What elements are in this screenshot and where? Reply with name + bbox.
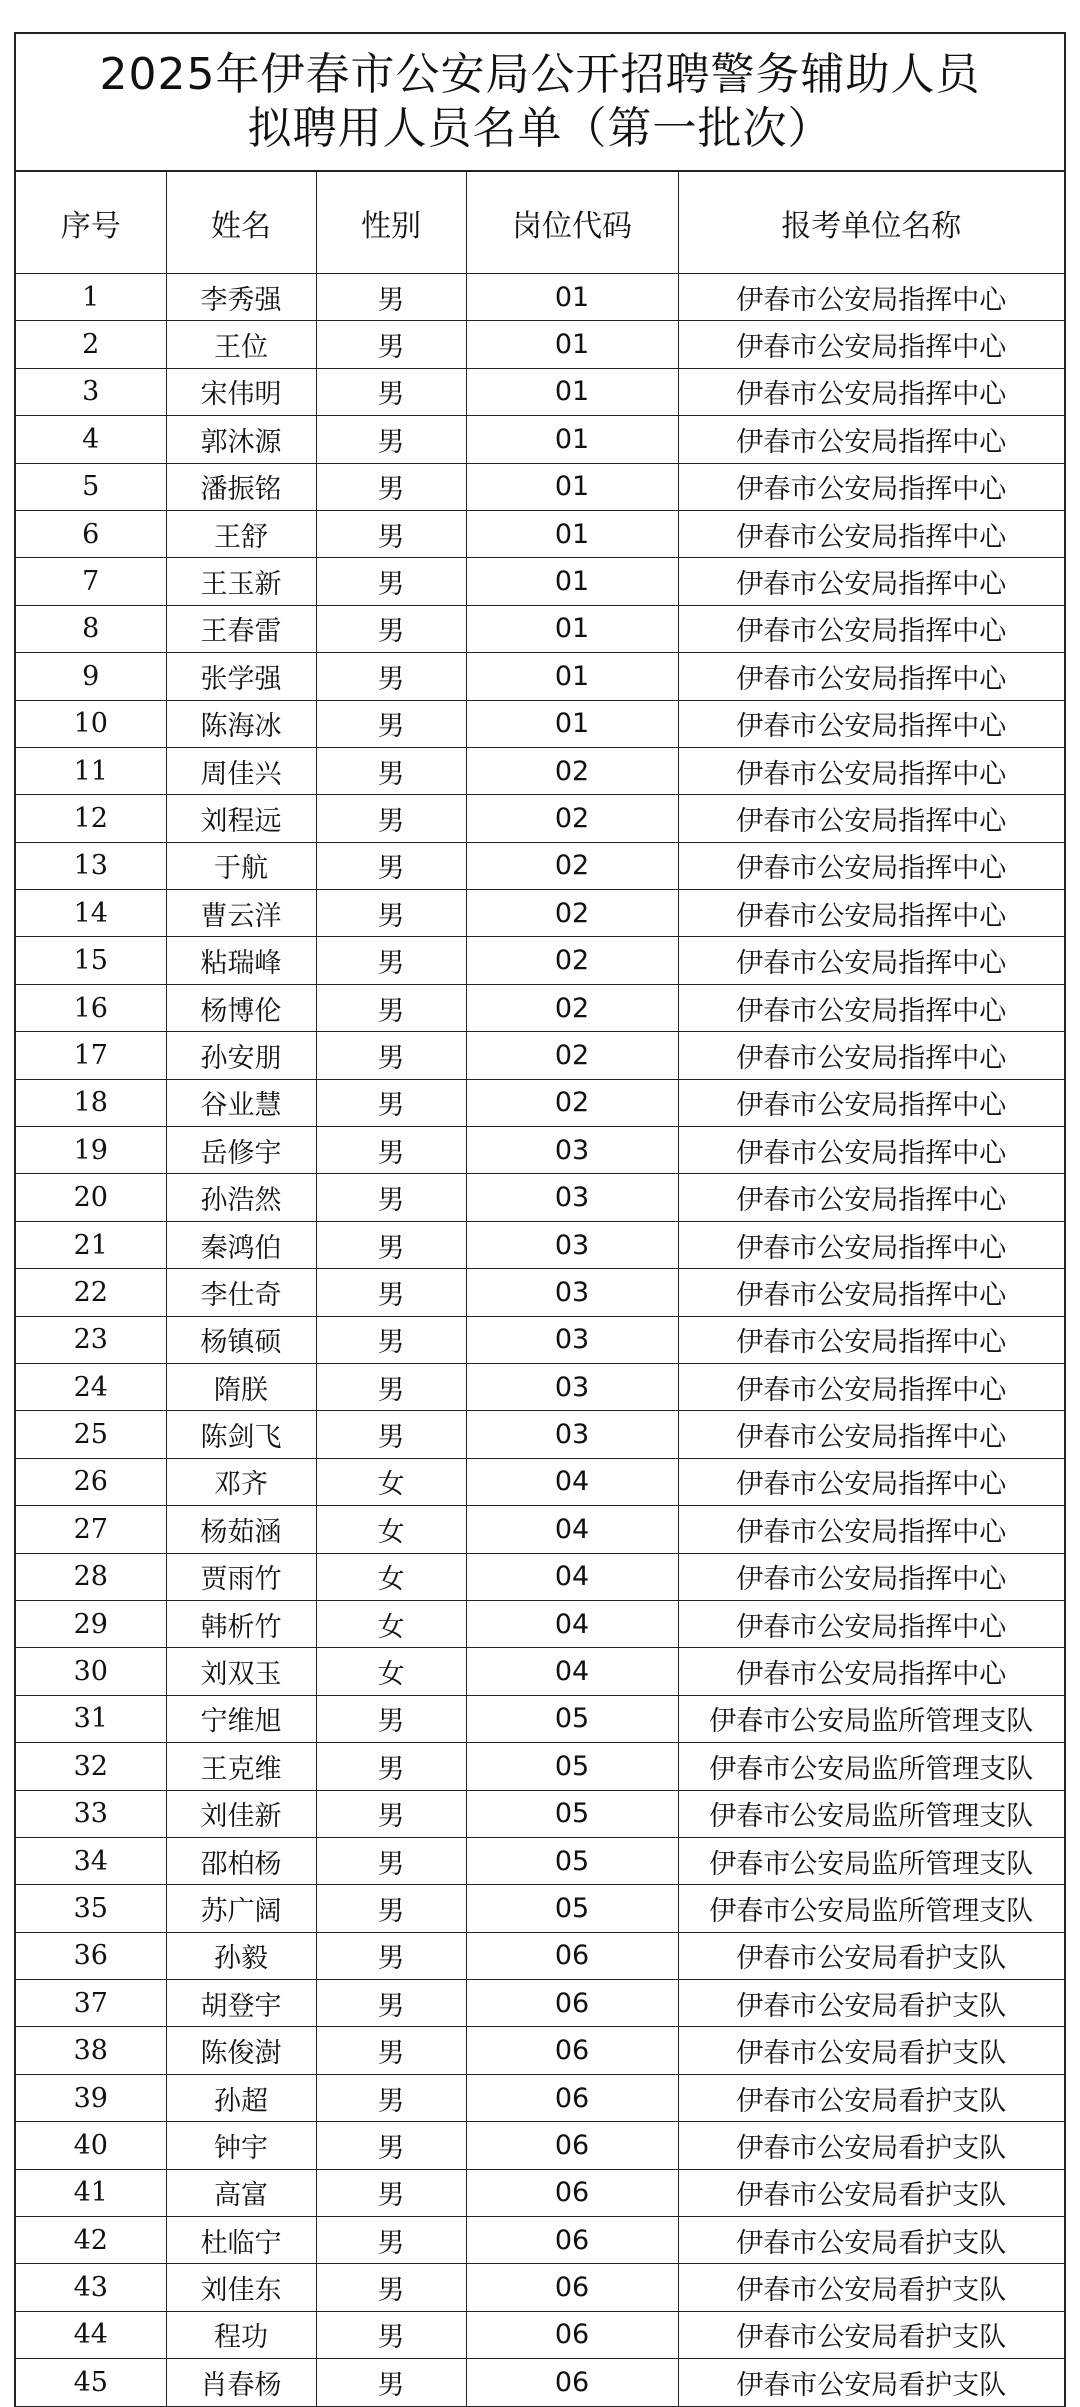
table-header: [16, 172, 1064, 274]
position-code-cell: 02: [466, 747, 678, 794]
gender-cell: 男: [316, 1269, 466, 1316]
serial-number-cell: 28: [16, 1553, 166, 1600]
unit-name-cell: 伊春市公安局看护支队: [678, 2169, 1064, 2216]
name-cell: 潘振铭: [166, 463, 316, 510]
unit-name-cell: 伊春市公安局监所管理支队: [678, 1837, 1064, 1884]
position-code-cell: 05: [466, 1790, 678, 1837]
unit-name-cell: 伊春市公安局指挥中心: [678, 1506, 1064, 1553]
position-code-cell: 03: [466, 1411, 678, 1458]
position-code-cell: 03: [466, 1363, 678, 1410]
unit-name-cell: 伊春市公安局指挥中心: [678, 653, 1064, 700]
name-cell: 谷业慧: [166, 1079, 316, 1126]
table-row: [16, 795, 1064, 842]
position-code-cell: 01: [466, 510, 678, 557]
gender-cell: 男: [316, 1411, 466, 1458]
document-sheet: [14, 32, 1066, 2407]
position-code-cell: 06: [466, 2074, 678, 2121]
table-row: [16, 1079, 1064, 1126]
unit-name-cell: 伊春市公安局指挥中心: [678, 1079, 1064, 1126]
table-row: [16, 463, 1064, 510]
position-code-cell: 02: [466, 890, 678, 937]
position-code-cell: 02: [466, 937, 678, 984]
name-cell: 胡登宇: [166, 1980, 316, 2027]
name-cell: 郭沐源: [166, 416, 316, 463]
name-cell: 刘佳新: [166, 1790, 316, 1837]
name-cell: 邵柏杨: [166, 1837, 316, 1884]
name-cell: 李秀强: [166, 274, 316, 321]
gender-cell: 男: [316, 2359, 466, 2406]
position-code-cell: 02: [466, 1032, 678, 1079]
serial-number-cell: 31: [16, 1695, 166, 1742]
serial-number-cell: 16: [16, 984, 166, 1031]
serial-number-cell: 36: [16, 1932, 166, 1979]
position-code-cell: 01: [466, 605, 678, 652]
position-code-cell: 03: [466, 1221, 678, 1268]
serial-number-cell: 11: [16, 747, 166, 794]
name-cell: 杨博伦: [166, 984, 316, 1031]
unit-name-cell: 伊春市公安局指挥中心: [678, 510, 1064, 557]
serial-number-cell: 21: [16, 1221, 166, 1268]
serial-number-cell: 18: [16, 1079, 166, 1126]
serial-number-cell: 8: [16, 605, 166, 652]
title-line-2: 拟聘用人员名单（第一批次）: [247, 103, 833, 154]
serial-number-cell: 6: [16, 510, 166, 557]
table-row: [16, 2359, 1064, 2406]
header-name: 姓名: [166, 172, 316, 274]
table-row: [16, 1648, 1064, 1695]
name-cell: 贾雨竹: [166, 1553, 316, 1600]
gender-cell: 男: [316, 1932, 466, 1979]
unit-name-cell: 伊春市公安局指挥中心: [678, 416, 1064, 463]
unit-name-cell: 伊春市公安局指挥中心: [678, 558, 1064, 605]
table-row: [16, 1269, 1064, 1316]
unit-name-cell: 伊春市公安局监所管理支队: [678, 1885, 1064, 1932]
unit-name-cell: 伊春市公安局看护支队: [678, 2122, 1064, 2169]
serial-number-cell: 30: [16, 1648, 166, 1695]
serial-number-cell: 33: [16, 1790, 166, 1837]
name-cell: 杨镇硕: [166, 1316, 316, 1363]
position-code-cell: 01: [466, 463, 678, 510]
position-code-cell: 01: [466, 558, 678, 605]
serial-number-cell: 12: [16, 795, 166, 842]
table-row: [16, 1316, 1064, 1363]
table-row: [16, 747, 1064, 794]
gender-cell: 男: [316, 463, 466, 510]
gender-cell: 男: [316, 2169, 466, 2216]
table-row: [16, 2122, 1064, 2169]
gender-cell: 男: [316, 558, 466, 605]
position-code-cell: 03: [466, 1316, 678, 1363]
name-cell: 岳修宇: [166, 1127, 316, 1174]
position-code-cell: 01: [466, 321, 678, 368]
name-cell: 张学强: [166, 653, 316, 700]
position-code-cell: 05: [466, 1837, 678, 1884]
position-code-cell: 01: [466, 700, 678, 747]
table-row: [16, 1743, 1064, 1790]
table-row: [16, 1932, 1064, 1979]
serial-number-cell: 43: [16, 2264, 166, 2311]
table-row: [16, 321, 1064, 368]
unit-name-cell: 伊春市公安局指挥中心: [678, 1127, 1064, 1174]
position-code-cell: 04: [466, 1600, 678, 1647]
table-row: [16, 1553, 1064, 1600]
gender-cell: 男: [316, 890, 466, 937]
unit-name-cell: 伊春市公安局指挥中心: [678, 274, 1064, 321]
serial-number-cell: 42: [16, 2217, 166, 2264]
table-row: [16, 2264, 1064, 2311]
position-code-cell: 03: [466, 1174, 678, 1221]
unit-name-cell: 伊春市公安局看护支队: [678, 2074, 1064, 2121]
name-cell: 刘程远: [166, 795, 316, 842]
position-code-cell: 02: [466, 984, 678, 1031]
table-row: [16, 1032, 1064, 1079]
name-cell: 王舒: [166, 510, 316, 557]
gender-cell: 男: [316, 1790, 466, 1837]
name-cell: 曹云洋: [166, 890, 316, 937]
position-code-cell: 02: [466, 795, 678, 842]
position-code-cell: 05: [466, 1695, 678, 1742]
position-code-cell: 06: [466, 2122, 678, 2169]
gender-cell: 男: [316, 937, 466, 984]
unit-name-cell: 伊春市公安局指挥中心: [678, 795, 1064, 842]
table-row: [16, 558, 1064, 605]
name-cell: 宋伟明: [166, 368, 316, 415]
position-code-cell: 05: [466, 1743, 678, 1790]
gender-cell: 男: [316, 1885, 466, 1932]
serial-number-cell: 19: [16, 1127, 166, 1174]
applicant-table: [16, 172, 1064, 2407]
unit-name-cell: 伊春市公安局监所管理支队: [678, 1790, 1064, 1837]
name-cell: 刘双玉: [166, 1648, 316, 1695]
position-code-cell: 06: [466, 2264, 678, 2311]
table-row: [16, 1506, 1064, 1553]
gender-cell: 男: [316, 984, 466, 1031]
unit-name-cell: 伊春市公安局指挥中心: [678, 1600, 1064, 1647]
position-code-cell: 03: [466, 1127, 678, 1174]
serial-number-cell: 5: [16, 463, 166, 510]
table-row: [16, 984, 1064, 1031]
table-row: [16, 2217, 1064, 2264]
gender-cell: 男: [316, 2074, 466, 2121]
gender-cell: 男: [316, 2217, 466, 2264]
gender-cell: 男: [316, 1837, 466, 1884]
gender-cell: 男: [316, 2264, 466, 2311]
table-row: [16, 2074, 1064, 2121]
gender-cell: 男: [316, 510, 466, 557]
table-row: [16, 1790, 1064, 1837]
serial-number-cell: 10: [16, 700, 166, 747]
unit-name-cell: 伊春市公安局看护支队: [678, 1980, 1064, 2027]
gender-cell: 男: [316, 416, 466, 463]
table-body: [16, 274, 1064, 2407]
gender-cell: 女: [316, 1648, 466, 1695]
position-code-cell: 06: [466, 1980, 678, 2027]
serial-number-cell: 22: [16, 1269, 166, 1316]
gender-cell: 男: [316, 1743, 466, 1790]
table-row: [16, 1363, 1064, 1410]
name-cell: 程功: [166, 2311, 316, 2358]
serial-number-cell: 1: [16, 274, 166, 321]
name-cell: 周佳兴: [166, 747, 316, 794]
table-row: [16, 653, 1064, 700]
name-cell: 宁维旭: [166, 1695, 316, 1742]
name-cell: 李仕奇: [166, 1269, 316, 1316]
unit-name-cell: 伊春市公安局指挥中心: [678, 1553, 1064, 1600]
unit-name-cell: 伊春市公安局指挥中心: [678, 1032, 1064, 1079]
unit-name-cell: 伊春市公安局指挥中心: [678, 321, 1064, 368]
name-cell: 苏广阔: [166, 1885, 316, 1932]
unit-name-cell: 伊春市公安局指挥中心: [678, 890, 1064, 937]
serial-number-cell: 26: [16, 1458, 166, 1505]
unit-name-cell: 伊春市公安局看护支队: [678, 2359, 1064, 2406]
name-cell: 杨茹涵: [166, 1506, 316, 1553]
table-row: [16, 700, 1064, 747]
serial-number-cell: 32: [16, 1743, 166, 1790]
unit-name-cell: 伊春市公安局指挥中心: [678, 1174, 1064, 1221]
gender-cell: 男: [316, 1980, 466, 2027]
position-code-cell: 04: [466, 1458, 678, 1505]
header-serial-number: 序号: [16, 172, 166, 274]
serial-number-cell: 3: [16, 368, 166, 415]
gender-cell: 男: [316, 795, 466, 842]
table-row: [16, 890, 1064, 937]
table-row: [16, 2311, 1064, 2358]
unit-name-cell: 伊春市公安局看护支队: [678, 2217, 1064, 2264]
position-code-cell: 04: [466, 1553, 678, 1600]
name-cell: 粘瑞峰: [166, 937, 316, 984]
gender-cell: 男: [316, 1363, 466, 1410]
gender-cell: 男: [316, 653, 466, 700]
unit-name-cell: 伊春市公安局看护支队: [678, 1932, 1064, 1979]
name-cell: 孙毅: [166, 1932, 316, 1979]
name-cell: 钟宇: [166, 2122, 316, 2169]
table-row: [16, 2169, 1064, 2216]
gender-cell: 男: [316, 1316, 466, 1363]
name-cell: 王克维: [166, 1743, 316, 1790]
name-cell: 隋朕: [166, 1363, 316, 1410]
serial-number-cell: 41: [16, 2169, 166, 2216]
name-cell: 邓齐: [166, 1458, 316, 1505]
gender-cell: 男: [316, 274, 466, 321]
gender-cell: 男: [316, 2122, 466, 2169]
table-row: [16, 1221, 1064, 1268]
serial-number-cell: 37: [16, 1980, 166, 2027]
position-code-cell: 01: [466, 274, 678, 321]
table-row: [16, 1980, 1064, 2027]
serial-number-cell: 35: [16, 1885, 166, 1932]
name-cell: 肖春杨: [166, 2359, 316, 2406]
table-row: [16, 1174, 1064, 1221]
name-cell: 孙浩然: [166, 1174, 316, 1221]
unit-name-cell: 伊春市公安局看护支队: [678, 2027, 1064, 2074]
table-row: [16, 510, 1064, 557]
table-row: [16, 368, 1064, 415]
gender-cell: 男: [316, 321, 466, 368]
position-code-cell: 05: [466, 1885, 678, 1932]
gender-cell: 男: [316, 368, 466, 415]
table-row: [16, 1695, 1064, 1742]
name-cell: 杜临宁: [166, 2217, 316, 2264]
serial-number-cell: 39: [16, 2074, 166, 2121]
name-cell: 王玉新: [166, 558, 316, 605]
position-code-cell: 06: [466, 2027, 678, 2074]
gender-cell: 男: [316, 1695, 466, 1742]
table-row: [16, 842, 1064, 889]
table-row: [16, 1458, 1064, 1505]
name-cell: 王春雷: [166, 605, 316, 652]
serial-number-cell: 25: [16, 1411, 166, 1458]
unit-name-cell: 伊春市公安局指挥中心: [678, 984, 1064, 1031]
position-code-cell: 06: [466, 2359, 678, 2406]
unit-name-cell: 伊春市公安局指挥中心: [678, 747, 1064, 794]
serial-number-cell: 24: [16, 1363, 166, 1410]
position-code-cell: 04: [466, 1648, 678, 1695]
serial-number-cell: 17: [16, 1032, 166, 1079]
gender-cell: 男: [316, 700, 466, 747]
unit-name-cell: 伊春市公安局看护支队: [678, 2264, 1064, 2311]
unit-name-cell: 伊春市公安局指挥中心: [678, 937, 1064, 984]
serial-number-cell: 34: [16, 1837, 166, 1884]
table-row: [16, 1411, 1064, 1458]
name-cell: 于航: [166, 842, 316, 889]
name-cell: 高富: [166, 2169, 316, 2216]
table-row: [16, 1885, 1064, 1932]
position-code-cell: 06: [466, 2311, 678, 2358]
header-unit-name: 报考单位名称: [678, 172, 1064, 274]
serial-number-cell: 45: [16, 2359, 166, 2406]
title-line-1: 2025年伊春市公安局公开招聘警务辅助人员: [99, 49, 981, 100]
gender-cell: 女: [316, 1458, 466, 1505]
unit-name-cell: 伊春市公安局指挥中心: [678, 1648, 1064, 1695]
unit-name-cell: 伊春市公安局指挥中心: [678, 1458, 1064, 1505]
serial-number-cell: 20: [16, 1174, 166, 1221]
unit-name-cell: 伊春市公安局监所管理支队: [678, 1743, 1064, 1790]
name-cell: 陈海冰: [166, 700, 316, 747]
unit-name-cell: 伊春市公安局指挥中心: [678, 1363, 1064, 1410]
unit-name-cell: 伊春市公安局指挥中心: [678, 1411, 1064, 1458]
unit-name-cell: 伊春市公安局指挥中心: [678, 1316, 1064, 1363]
serial-number-cell: 38: [16, 2027, 166, 2074]
unit-name-cell: 伊春市公安局指挥中心: [678, 605, 1064, 652]
gender-cell: 男: [316, 747, 466, 794]
table-row: [16, 274, 1064, 321]
serial-number-cell: 15: [16, 937, 166, 984]
position-code-cell: 01: [466, 416, 678, 463]
serial-number-cell: 14: [16, 890, 166, 937]
table-row: [16, 1127, 1064, 1174]
serial-number-cell: 7: [16, 558, 166, 605]
gender-cell: 男: [316, 2027, 466, 2074]
serial-number-cell: 13: [16, 842, 166, 889]
name-cell: 秦鸿伯: [166, 1221, 316, 1268]
position-code-cell: 01: [466, 653, 678, 700]
position-code-cell: 04: [466, 1506, 678, 1553]
serial-number-cell: 44: [16, 2311, 166, 2358]
table-row: [16, 937, 1064, 984]
name-cell: 陈俊澍: [166, 2027, 316, 2074]
gender-cell: 男: [316, 1221, 466, 1268]
name-cell: 刘佳东: [166, 2264, 316, 2311]
position-code-cell: 03: [466, 1269, 678, 1316]
header-gender: 性别: [316, 172, 466, 274]
gender-cell: 女: [316, 1553, 466, 1600]
unit-name-cell: 伊春市公安局指挥中心: [678, 1269, 1064, 1316]
gender-cell: 女: [316, 1506, 466, 1553]
table-row: [16, 1837, 1064, 1884]
position-code-cell: 01: [466, 368, 678, 415]
unit-name-cell: 伊春市公安局监所管理支队: [678, 1695, 1064, 1742]
name-cell: 陈剑飞: [166, 1411, 316, 1458]
gender-cell: 男: [316, 605, 466, 652]
gender-cell: 男: [316, 842, 466, 889]
serial-number-cell: 27: [16, 1506, 166, 1553]
gender-cell: 男: [316, 1032, 466, 1079]
serial-number-cell: 2: [16, 321, 166, 368]
gender-cell: 女: [316, 1600, 466, 1647]
document-title: [16, 34, 1064, 172]
name-cell: 孙超: [166, 2074, 316, 2121]
position-code-cell: 06: [466, 1932, 678, 1979]
header-position-code: 岗位代码: [466, 172, 678, 274]
gender-cell: 男: [316, 2311, 466, 2358]
position-code-cell: 02: [466, 842, 678, 889]
gender-cell: 男: [316, 1127, 466, 1174]
position-code-cell: 06: [466, 2217, 678, 2264]
unit-name-cell: 伊春市公安局看护支队: [678, 2311, 1064, 2358]
position-code-cell: 02: [466, 1079, 678, 1126]
serial-number-cell: 9: [16, 653, 166, 700]
position-code-cell: 06: [466, 2169, 678, 2216]
table-row: [16, 2027, 1064, 2074]
serial-number-cell: 4: [16, 416, 166, 463]
gender-cell: 男: [316, 1174, 466, 1221]
unit-name-cell: 伊春市公安局指挥中心: [678, 700, 1064, 747]
table-row: [16, 605, 1064, 652]
header-row: [16, 172, 1064, 274]
unit-name-cell: 伊春市公安局指挥中心: [678, 463, 1064, 510]
serial-number-cell: 29: [16, 1600, 166, 1647]
unit-name-cell: 伊春市公安局指挥中心: [678, 368, 1064, 415]
serial-number-cell: 40: [16, 2122, 166, 2169]
unit-name-cell: 伊春市公安局指挥中心: [678, 842, 1064, 889]
table-row: [16, 416, 1064, 463]
name-cell: 韩析竹: [166, 1600, 316, 1647]
serial-number-cell: 23: [16, 1316, 166, 1363]
table-row: [16, 1600, 1064, 1647]
gender-cell: 男: [316, 1079, 466, 1126]
name-cell: 孙安朋: [166, 1032, 316, 1079]
name-cell: 王位: [166, 321, 316, 368]
unit-name-cell: 伊春市公安局指挥中心: [678, 1221, 1064, 1268]
